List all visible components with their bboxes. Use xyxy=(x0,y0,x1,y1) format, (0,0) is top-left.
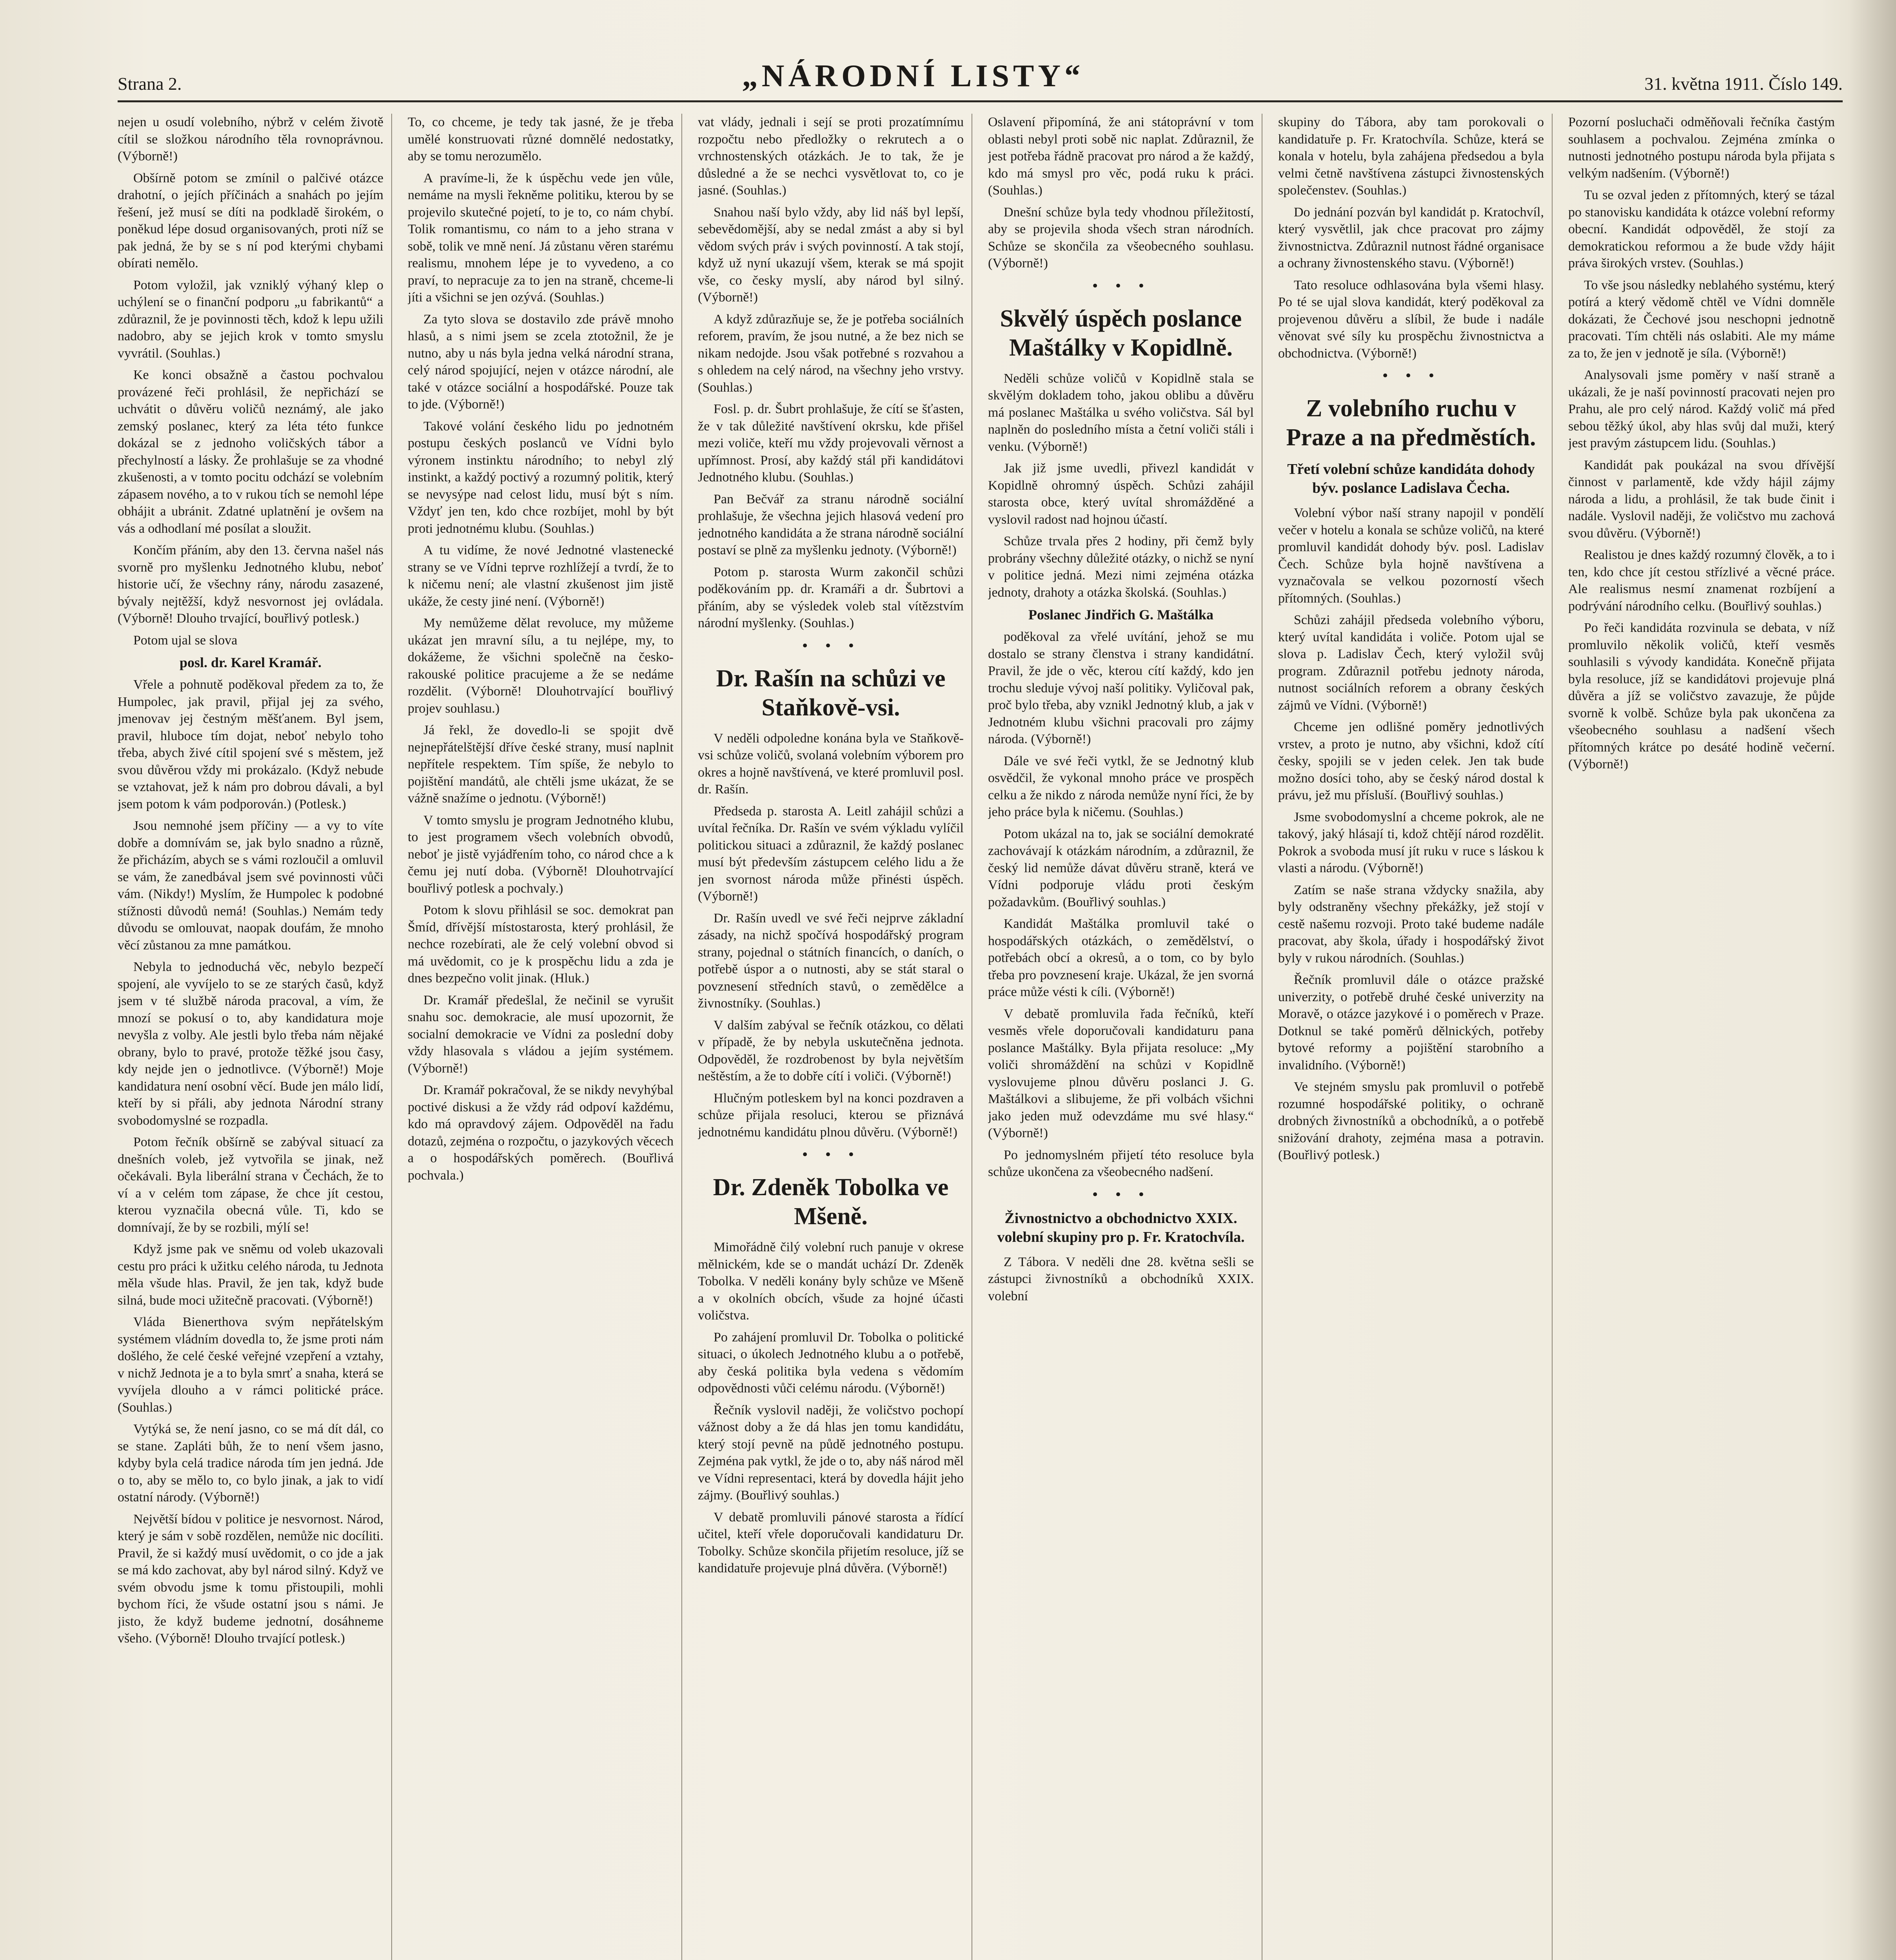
paragraph: Končím přáním, aby den 13. června našel nás svorně pro myšlenku Jednotného klubu, neboť historie učí, že všechny rány, národu zasazené, bývaly nejtěžší, když nesvornost jej ovládala. (Výborně! Dlouho trvající, bouřlivý potlesk.) xyxy=(118,543,383,626)
page-edge-shadow xyxy=(1849,0,1896,1960)
paragraph: V tomto smyslu je program Jednotného klubu, to jest programem všech volebních obvodů, neboť je jistě vyjádřením toho, co národ chce a k čemu jej nutí doba. (Výborně! Dlouhotrvající bouřlivý potlesk a pochvaly.) xyxy=(408,813,674,896)
paragraph: Největší bídou v politice je nesvornost. Národ, který je sám v sobě rozdělen, nemůže nic docíliti. Pravil, že si každý musí uvědomit, o co jde a jak se má kdo zachovat, aby byl národ silný. Když ve svém obvodu jsme k tomu přistoupili, mohli bychom říci, že všude ostatní jsou s námi. Je jisto, že když budeme jednotní, dosáhneme všeho. (Výborně! Dlouho trvající potlesk.) xyxy=(118,1512,383,1646)
paragraph: Dr. Rašín uvedl ve své řeči nejprve základní zásady, na nichž spočívá hospodářský program strany, pojednal o státních financích, o daních, o potřebě úspor a o nutnosti, aby se stát staral o povznesení středních stavů, o zemědělce a živnostníky. (Souhlas.) xyxy=(698,911,964,1011)
date-issue: 31. května 1911. Číslo 149. xyxy=(1644,74,1843,94)
column-5 xyxy=(1278,114,1553,1960)
column-1 xyxy=(118,114,392,1960)
paragraph: Fosl. p. dr. Šubrt prohlašuje, že cítí se šťasten, že v tak důležité navštívení okrsku, kde přišel mezi voliče, kteří mu vždy projevovali věrnost a upřímnost. Prosí, aby každý stál při kandidátovi Jednotného klubu. (Souhlas.) xyxy=(698,402,964,485)
paragraph: To, co chceme, je tedy tak jasné, že je třeba umělé konstruovati různé domnělé nedostatky, aby se tomu nerozumělo. xyxy=(408,115,674,163)
paragraph: Chceme jen odlišné poměry jednotlivých vrstev, a proto je nutno, aby všichni, kdož cítí česky, spojili se v jeden celek. Jen tak bude možno dosíci toho, aby se český národ dostal k právu, jež mu přísluší. (Bouřlivý souhlas.) xyxy=(1278,720,1544,802)
paragraph: Takové volání českého lidu po jednotném postupu českých poslanců ve Vídni bylo výronem instinktu národního; to nebyl zlý instinkt, a každý poctivý a rozumný politik, který se nevysýpe nad celost lidu, musí být s ním. Vždyť jen ten, kdo chce rozbíjet, mohl by být proti jednotnému klubu. (Souhlas.) xyxy=(408,419,674,536)
paragraph: A pravíme-li, že k úspěchu vede jen vůle, nemáme na mysli řekněme politiku, kterou by se projevilo skutečné pojetí, to je to, co nám chybí. Tolik romantismu, co nám to a jeho strana v sobě, tolik ve mně není. Já zůstanu věren starému realismu, mnohem lépe je to vyvedeno, a co praví, to nepracuje za to jen na straně, chceme-li jíti a všichni se jen ozývá. (Souhlas.) xyxy=(408,171,674,305)
paragraph: Řečník vyslovil naději, že voličstvo pochopí vážnost doby a že dá hlas jen tomu kandidátu, který stojí pevně na půdě jednotného postupu. Zejména pak vytkl, že jde o to, aby náš národ měl ve Vídni representaci, která by dovedla hájit jeho zájmy. (Bouřlivý souhlas.) xyxy=(698,1403,964,1503)
paragraph: Schůze trvala přes 2 hodiny, při čemž byly probrány všechny důležité otázky, o nichž se nyní v politice jedná. Mezi nimi zejména otázka jednoty, drahoty a otázka školská. (Souhlas.) xyxy=(988,534,1254,600)
paragraph: skupiny do Tábora, aby tam porokovali o kandidatuře p. Fr. Kratochvíla. Schůze, která se konala v hotelu, byla zahájena předsedou a byla velmi četně navštívena zástupci živnostenských společenstev. (Souhlas.) xyxy=(1278,115,1544,198)
section-separator: • • • xyxy=(1091,278,1151,294)
paragraph: Kandidát Maštálka promluvil také o hospodářských otázkách, o zemědělství, o potřebách obcí a okresů, a o tom, co by bylo třeba pro povznesení kraje. Ukázal, že jen svorná práce může vésti k cíli. (Výborně!) xyxy=(988,916,1254,999)
article-columns xyxy=(118,114,1843,1960)
paragraph: Volební výbor naší strany napojil v pondělí večer v hotelu a konala se schůze voličů, na které promluvil kandidát dohody býv. posl. Ladislav Čech. Schůze byla hojně navštívena a vyznačovala se velkou pozorností všech přítomných. (Souhlas.) xyxy=(1278,506,1544,606)
paragraph: Hlučným potleskem byl na konci pozdraven a schůze přijala resoluci, kterou se přiznává jednotnému kandidátu plnou důvěru. (Výborně!) xyxy=(698,1091,964,1140)
paragraph: V dalším zabýval se řečník otázkou, co dělati v případě, že by nebyla uskutečněna jednota. Odpověděl, že rozdrobenost by byla největším neštěstím, a že to dobře cítí i voliči. (Výborně!) xyxy=(698,1018,964,1083)
paragraph: Jsou nemnohé jsem příčiny — a vy to víte dobře a domnívám se, jak bylo snadno a různě, že přicházím, abych se s vámi rozloučil a omluvil se vám, že zanedbával jsem své povinnosti vůči vám. (Nikdy!) Myslím, že Humpolec k podobné stížnosti důvodů nemá! (Souhlas.) Nemám tedy důvodu se omlouvat, naopak doufám, že mnoho věcí zůstanou za mne památkou. xyxy=(118,818,383,953)
paragraph: Tu se ozval jeden z přítomných, který se tázal po stanovisku kandidáta k otázce volební reformy obecní. Kandidát odpověděl, že stojí za demokratickou reformou a že bude vždy hájit práva širokých vrstev. (Souhlas.) xyxy=(1568,188,1835,270)
paragraph: Po zahájení promluvil Dr. Tobolka o politické situaci, o úkolech Jednotného klubu a o potřebě, aby česká politika byla vedena s vědomím odpovědnosti vůči celému národu. (Výborně!) xyxy=(698,1330,964,1396)
paragraph: A když zdůrazňuje se, že je potřeba sociálních reforem, pravím, že jsou nutné, a že bez nich se nikam nedojde. Jsou však potřebné s rozvahou a s ohledem na celý národ, na všechny jeho vrstvy. (Souhlas.) xyxy=(698,312,964,395)
paragraph: Já řekl, že dovedlo-li se spojit dvě nejnepřátelštější dříve české strany, musí naplnit nepřítele respektem. Tím spíše, že nebylo to pojištění mandátů, ale chtěli jsme ukázat, že se vážně snažíme o jednotu. (Výborně!) xyxy=(408,723,674,806)
paragraph: Za tyto slova se dostavilo zde právě mnoho hlasů, a s nimi jsem se zcela ztotožnil, že je nutno, aby u nás byla jedna velká národní strana, celý národ spojující, nejen v otázce národní, ale také v otázce sociální a hospodářské. Pouze tak to jde. (Výborně!) xyxy=(408,312,674,412)
article-title-tobolka: Dr. Zdeněk Tobolka ve Mšeně. xyxy=(713,1174,949,1230)
paragraph: A tu vidíme, že nové Jednotné vlastenecké strany se ve Vídni teprve rozhlížejí a tvrdí, že to k ničemu není; ale vlastní zkušenost jim jistě ukáže, že cesty jiné není. (Výborně!) xyxy=(408,543,674,609)
paragraph: poděkoval za vřelé uvítání, jehož se mu dostalo se strany členstva i strany kandidátní. Pravil, že jde o věc, kterou cítí každý, kdo jen trochu sleduje vývoj naší politiky. Vyličoval pak, proč bylo třeba, aby vznikl Jednotný klub, a jak v Jednotném klubu všichni pracovali pro zájmy národa. (Výborně!) xyxy=(988,630,1254,746)
paragraph: Zatím se naše strana vždycky snažila, aby byly odstraněny všechny překážky, jež stojí v cestě našemu rozvoji. Proto také budeme nadále pracovat, aby škola, úřady i hospodářský život byly v rukou národních. (Souhlas.) xyxy=(1278,882,1544,965)
paragraph: Po řeči kandidáta rozvinula se debata, v níž promluvilo několik voličů, kteří vesměs souhlasili s vývody kandidáta. Konečně přijata byla resoluce, jíž se kandidátovi projevuje plná důvěra a jíž se voličstvo zavazuje, že půjde svorně k volbě. Schůze byla pak ukončena za všeobecného souhlasu a nadšení všech přítomných krátce po desáté hodině večerní. (Výborně!) xyxy=(1568,621,1835,771)
column-2 xyxy=(408,114,682,1960)
paragraph: V debatě promluvili pánové starosta a řídící učitel, kteří vřele doporučovali kandidaturu Dr. Tobolky. Schůze skončila přijetím resoluce, jíž se kandidatuře projevuje plná důvěra. (Výborně!) xyxy=(698,1510,964,1575)
paragraph: Dnešní schůze byla tedy vhodnou příležitostí, aby se projevila shoda všech stran národních. Schůze se skončila za všeobecného souhlasu. (Výborně!) xyxy=(988,205,1254,270)
paragraph: Oslavení připomíná, že ani státoprávní v tom oblasti nebyl proti sobě nic naplat. Zdůraznil, že jest potřeba řádně pracovat pro národ a že každý, kdo má smysl pro věc, podá ruku k práci. (Souhlas.) xyxy=(988,115,1254,198)
paragraph: Potom k slovu přihlásil se soc. demokrat pan Šmíd, dřívější místostarosta, který prohlásil, že nechce rozebírati, ale že celý volební obvod si má uvědomit, co je k prospěchu lidu a zda je dnes bezpečno volit jinak. (Hluk.) xyxy=(408,903,674,985)
page-label: Strana 2. xyxy=(118,74,182,94)
paragraph: To vše jsou následky neblahého systému, který potírá a který vědomě chtěl ve Vídni domněle dokázati, že Čechové jsou neschopni jednotně pracovati. Tím chtěli nás oslabiti. Ale my máme za to, že jen v jednotě je síla. (Výborně!) xyxy=(1568,278,1835,361)
masthead-title: „NÁRODNÍ LISTY“ xyxy=(742,59,1084,93)
paragraph: Dr. Kramář předešlal, že nečinil se vyrušit snahu soc. demokracie, ale musí upozornit, že socialní demokracie ve Vídni za poslední doby vždy hlasovala s vládou a jejím systémem. (Výborně!) xyxy=(408,993,674,1076)
paragraph: Potom p. starosta Wurm zakončil schůzi poděkováním pp. dr. Kramáři a dr. Šubrtovi a přáním, aby se výsledek voleb stal vítězstvím národní myšlenky. (Souhlas.) xyxy=(698,564,964,630)
paragraph: Jak již jsme uvedli, přivezl kandidát v Kopidlně ohromný úspěch. Schůzi zahájil starosta obce, který uvítal shromážděné a vyslovil radost nad hojnou účastí. xyxy=(988,461,1254,527)
paragraph: Vláda Bienerthova svým nepřátelským systémem vládním dovedla to, že jsme proti nám došlého, že celé české veřejné vzepření a vztahy, v nichž Jednota je a to byla smrť a snaha, která se vyvíjela dlouho a v rámci politické práce. (Souhlas.) xyxy=(118,1315,383,1415)
paragraph: Dále ve své řeči vytkl, že se Jednotný klub osvědčil, že vykonal mnoho práce ve prospěch celku a že nikdo z národa nemůže nyní říci, že by jeho práce byla k ničemu. (Souhlas.) xyxy=(988,753,1254,819)
paragraph: Jsme svobodomyslní a chceme pokrok, ale ne takový, jaký hlásají ti, kdož chtějí národ rozdělit. Pokrok a svoboda musí jít ruku v ruce s láskou k vlasti a národu. (Výborně!) xyxy=(1278,809,1544,875)
paragraph: Z Tábora. V neděli dne 28. května sešli se zástupci živnostníků a obchodníků XXIX. volební xyxy=(988,1254,1254,1303)
paragraph: My nemůžeme dělat revoluce, my můžeme ukázat jen mravní sílu, a tu nejlépe, my, to dokážeme, že všichni společně na česko-rakouské politice pracujeme a že se nedáme rozdělit. (Výborně! Dlouhotrvající bouřlivý projev souhlasu.) xyxy=(408,616,674,716)
section-separator: • • • xyxy=(1091,1187,1151,1203)
paragraph: Kandidát pak poukázal na svou dřívější činnost v parlamentě, kde vždy hájil zájmy národa a lidu, a prohlásil, že tak bude činit i nadále. Vyslovil naději, že voličstvo mu zachová svou důvěru. (Výborně!) xyxy=(1568,457,1835,541)
article-title-rasin: Dr. Rašín na schůzi ve Staňkově-vsi. xyxy=(716,665,946,721)
paragraph: vat vlády, jednali i sejí se proti prozatímnímu rozpočtu nebo předložky o rekrutech a o vrchnostenských otázkách. Je to tak, že je důsledné a že se nechci vysvětlovat to, co je jasné. (Souhlas.) xyxy=(698,115,964,198)
paragraph: Tato resoluce odhlasována byla všemi hlasy. Po té se ujal slova kandidát, který poděkoval za projevenou důvěru a slíbil, že bude i nadále věnovat své síly ku prospěchu živnostnictva a obchodnictva. (Výborně!) xyxy=(1278,278,1544,361)
paragraph: nejen u osudí volebního, nýbrž v celém životě cítil se složkou národního těla rovnoprávnou. (Výborně!) xyxy=(118,115,383,163)
column-6 xyxy=(1568,114,1843,1960)
paragraph: Ve stejném smyslu pak promluvil o potřebě rozumné hospodářské politiky, o ochraně drobných živnostníků a obchodníků, a o potřebě snižování drahoty, zejména masa a potravin. (Bouřlivý potlesk.) xyxy=(1278,1080,1544,1162)
paragraph: Realistou je dnes každý rozumný člověk, a to i ten, kdo chce jít cestou střízlivé a věcné práce. Ale realismus nesmí znamenat rozbíjení a podrývání národního celku. (Bouřlivý souhlas.) xyxy=(1568,548,1835,613)
speaker-name: posl. dr. Karel Kramář. xyxy=(180,655,321,670)
paragraph: Mimořádně čilý volební ruch panuje v okrese mělnickém, kde se o mandát uchází Dr. Zdeněk Tobolka. V neděli konány byly schůze ve Mšeně a v okolních obcích, všude za hojné účasti voličstva. xyxy=(698,1240,964,1323)
paragraph: Schůzi zahájil předseda volebního výboru, který uvítal kandidáta i voliče. Potom ujal se slova p. Ladislav Čech, který vyložil svůj program. Zdůraznil potřebu jednoty národa, nutnost sociálních reforem a obrany českých zájmů ve Vídni. (Výborně!) xyxy=(1278,613,1544,713)
paragraph: Pan Bečvář za stranu národně sociální prohlašuje, že všechna jejich hlasová vedení pro jednotného kandidáta a že strana národně sociální postaví se plně za myšlenku jednoty. (Výborně!) xyxy=(698,492,964,557)
column-4 xyxy=(988,114,1262,1960)
paragraph: V neděli odpoledne konána byla ve Staňkově-vsi schůze voličů, svolaná volebním výborem pro okres a hojně navštívená, ve které promluvil posl. dr. Rašín. xyxy=(698,731,964,797)
paragraph: Potom vyložil, jak vzniklý výhaný klep o uchýlení se o finanční podporu „u fabrikantů“ a zdůraznil, že je povinnosti těch, kdož k lepu užili nadobro, aby se jejich krok v tomto smyslu vyvrátil. (Souhlas.) xyxy=(118,278,383,361)
paragraph: Vřele a pohnutě poděkoval předem za to, že Humpolec, jak pravil, přijal jej za svého, jmenovav jej čestným měšťanem. Byl jsem, pravil, hluboce tím dojat, neboť nebylo toho třeba, abych živé cítil spojení své s městem, jež svou důvěrou vždy mi prokázalo. (Když nebude se vztahovat, jež k nám pro dobrou dávali, a byl jsem potom k vám podporován.) (Potlesk.) xyxy=(118,677,383,811)
section-separator: • • • xyxy=(1381,368,1441,384)
paragraph: V debatě promluvila řada řečníků, kteří vesměs vřele doporučovali kandidaturu pana poslance Maštálky. Byla přijata resoluce: „My voliči shromáždění na schůzi v Kopidlně vyslovujeme plnou důvěru poslanci J. G. Maštálkovi a slibujeme, že při volbách všichni jako jeden muž odevzdáme mu své hlasy.“ (Výborně!) xyxy=(988,1006,1254,1140)
paragraph: Obšírně potom se zmínil o palčivé otázce drahotní, o jejích příčinách a snahách po jejím řešení, jež musí se díti na podkladě širokém, o poněkud lépe dosud organisovaných, proti níž se pak jedná, že by se s ní pod kterými chybami obírati nemělo. xyxy=(118,171,383,270)
article-title-mastalka: Skvělý úspěch poslance Maštálky v Kopidlně. xyxy=(1000,305,1242,361)
article-title-prague: Z volebního ruchu v Praze a na předměstích. xyxy=(1286,395,1536,451)
paragraph: Potom ukázal na to, jak se sociální demokraté zachovávají k otázkám národním, a zdůraznil, že český lid nemůže dávat důvěru straně, která ve Vídni podporuje vládu proti českým požadavkům. (Bouřlivý souhlas.) xyxy=(988,826,1254,909)
section-separator: • • • xyxy=(801,1147,861,1163)
paragraph: Potom řečník obšírně se zabýval situací za dnešních voleb, jež vytvořila se jinak, než očekávali. Byla liberální strana v Čechách, že to ví a v celém tom zápase, že chce jít cestou, kterou vyznačila obecná vůle. Ti, kdo se domnívají, že by se rozbili, mýlí se! xyxy=(118,1135,383,1235)
paragraph: Ke konci obsažně a častou pochvalou provázené řeči prohlásil, že nepřichází se uchvátit o důvěru voličů neznámý, ale jako zemský poslanec, který za léta této funkce dokázal se z jednoho voličských tábor a přechylností a lásky. Že prohlašuje se za vhodné zkušenosti, a v tomto pocitu odchází se volebním zápasem nového, a to v rukou tích se nemohl lépe obhájit a ubránit. Zdatné uplatnění je ovšem na vás a odhodlaní mé posílat a sloužit. xyxy=(118,368,383,536)
column-3 xyxy=(698,114,972,1960)
paragraph: Když jsme pak ve sněmu od voleb ukazovali cestu pro práci k užitku celého národa, tu Jednota měla všude hlas. Pravil, že jen tak, když bude silná, bude moci užitečně pracovati. (Výborně!) xyxy=(118,1242,383,1308)
paragraph: Po jednomyslném přijetí této resoluce byla schůze ukončena za všeobecného nadšení. xyxy=(988,1147,1254,1179)
paragraph: Do jednání pozván byl kandidát p. Kratochvíl, který vysvětlil, jak chce pracovat pro zájmy živnostnictva. Zdůraznil nutnost řádné organisace a ochrany živnostenského stavu. (Výborně!) xyxy=(1278,205,1544,270)
article-subtitle-cech: Třetí volební schůze kandidáta dohody býv. poslance Ladislava Čecha. xyxy=(1287,461,1535,496)
paragraph: Nebyla to jednoduchá věc, nebylo bezpečí spojení, ale vyvíjelo to se ze starých časů, když jsem v té službě národa pracoval, a vím, že mnozí se pokusí o to, aby kandidatura moje nevyšla z volby. Ale jestli bylo třeba nám nějaké obrany, bylo to pravé, protože těžké jsou časy, kdy nejde jen o jednotlivce. (Výborně!) Moje kandidatura není osobní věcí. Bude jen málo lidí, kteří by si přáli, aby jednota Národní strany svobodomyslné se rozpadla. xyxy=(118,960,383,1128)
paragraph: Předseda p. starosta A. Leitl zahájil schůzi a uvítal řečníka. Dr. Rašín ve svém výkladu vylíčil politickou situaci a zdůraznil, že každý poslanec musí být především zástupcem celého lidu a že jen svornost národa může přinésti úspěch. (Výborně!) xyxy=(698,804,964,904)
paragraph: Dr. Kramář pokračoval, že se nikdy nevyhýbal poctivé diskusi a že vždy rád odpoví každému, kdo má opravdový zájem. Odpověděl na řadu dotazů, zejména o rozpočtu, o jazykových věcech a o hospodářských poměrech. (Bouřlivá pochvala.) xyxy=(408,1083,674,1183)
paragraph: Snahou naší bylo vždy, aby lid náš byl lepší, sebevědomější, aby se nedal zmást a aby si byl vědom svých práv i svých povinností. A tak stojí, když už nyní ukazují všem, kterak se má spojit vše, co česky myslí, aby národ byl silný. (Výborně!) xyxy=(698,205,964,305)
article-title-kratochvil: Živnostnictvo a obchodnictvo XXIX. volební skupiny pro p. Fr. Kratochvíla. xyxy=(997,1210,1245,1245)
section-separator: • • • xyxy=(801,638,861,654)
paragraph: Neděli schůze voličů v Kopidlně stala se skvělým dokladem toho, jakou oblibu a důvěru má poslanec Maštálka u svého voličstva. Sál byl naplněn do posledního místa a četní voliči stáli i venku. (Výborně!) xyxy=(988,371,1254,454)
paragraph: Vytýká se, že není jasno, co se má dít dál, co se stane. Zapláti bůh, že to není všem jasno, kdyby byla celá tradice národa tím jen jedná. Jde o to, aby se mělo to, co bylo jinak, a jak to vidí ostatní národy. (Výborně!) xyxy=(118,1422,383,1504)
paragraph: Analysovali jsme poměry v naší straně a ukázali, že je naší povinností pracovati nejen pro Prahu, ale pro celý národ. Každý volič má před sebou těžký úkol, aby hlas svůj dal muži, který jest pravým zástupcem lidu. (Souhlas.) xyxy=(1568,368,1835,450)
speaker-name: Poslanec Jindřich G. Maštálka xyxy=(1028,607,1213,622)
page-header xyxy=(118,51,1843,102)
paragraph: Pozorní posluchači odměňovali řečníka častým souhlasem a pochvalou. Zejména zmínka o nutnosti jednotného postupu národa byla přijata s velkým nadšením. (Výborně!) xyxy=(1568,115,1835,181)
paragraph: Potom ujal se slova xyxy=(133,633,238,648)
paragraph: Řečník promluvil dále o otázce pražské univerzity, o potřebě druhé české univerzity na Moravě, o otázce jazykové i o poměrech v Praze. Dotknul se také poměrů dělnických, potřeby bytové reformy a pojištění starobního a invalidního. (Výborně!) xyxy=(1278,973,1544,1073)
